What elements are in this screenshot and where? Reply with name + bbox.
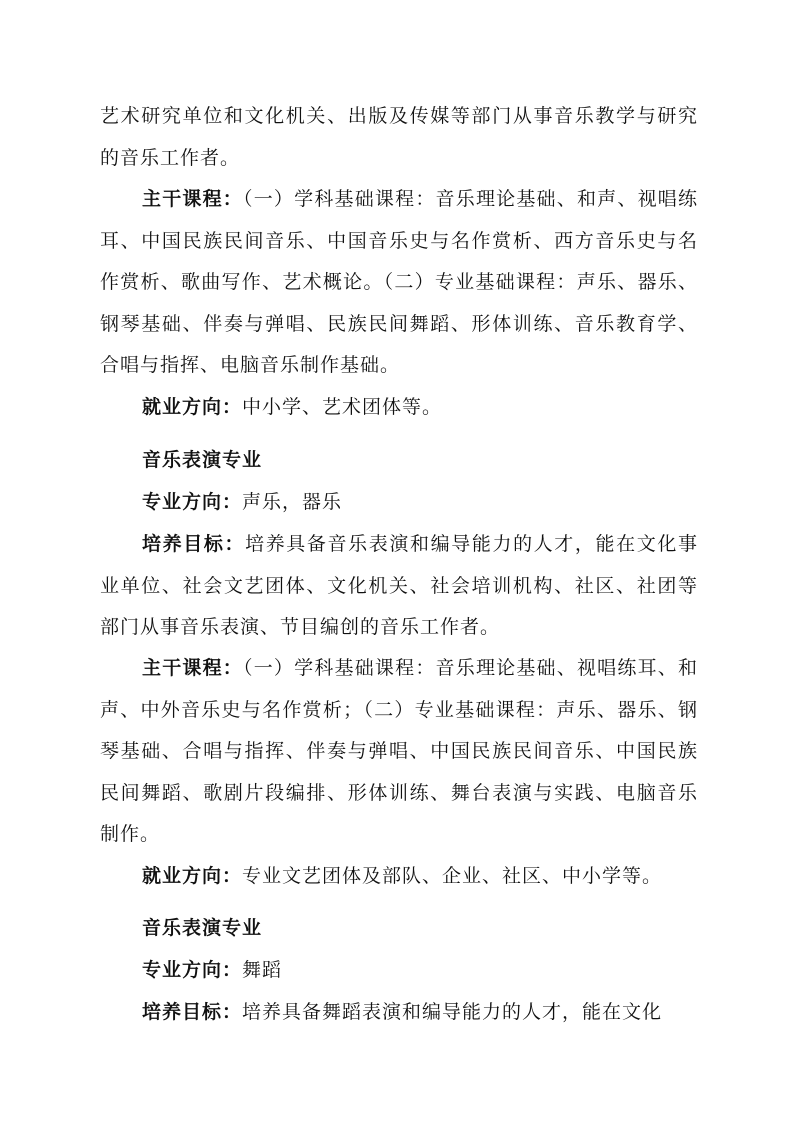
section2-employment-text: 专业文艺团体及部队、企业、社区、中小学等。	[242, 865, 663, 887]
intro-continuation	[100, 96, 698, 179]
section2-direction	[100, 482, 698, 524]
section2-direction-text: 声乐，器乐	[242, 491, 343, 513]
section3-direction-label: 专业方向：	[142, 959, 243, 981]
section2-heading: 音乐表演专业	[142, 449, 263, 471]
section2-goal	[100, 524, 698, 649]
section1-employment-label: 就业方向：	[142, 396, 243, 418]
section2-direction-label: 专业方向：	[142, 491, 243, 513]
section2-goal-text: 培养具备音乐表演和编导能力的人才，能在文化事业单位、社会文艺团体、文化机关、社会培训机构、社区、社团等部门从事音乐表演、节目编创的音乐工作者。	[100, 533, 698, 638]
section2-courses-text: （一）学科基础课程：音乐理论基础、视唱练耳、和声、中外音乐史与名作赏析；（二）专业基础课程：声乐、器乐、钢琴基础、合唱与指挥、伴奏与弹唱、中国民族民间音乐、中国民族民间舞蹈、歌剧片段编排、形体训练、舞台表演与实践、电脑音乐制作。	[100, 657, 698, 845]
section3-direction-text: 舞蹈	[242, 959, 283, 981]
section1-courses	[100, 179, 698, 387]
section2-employment-label: 就业方向：	[142, 865, 243, 887]
section3-goal-label: 培养目标：	[142, 1001, 243, 1023]
section1-employment	[100, 387, 698, 429]
intro-continuation-text: 艺术研究单位和文化机关、出版及传媒等部门从事音乐教学与研究的音乐工作者。	[100, 105, 698, 169]
section3-goal	[100, 992, 698, 1034]
section2-courses-label: 主干课程：	[142, 657, 244, 679]
section3-direction	[100, 950, 698, 992]
section2-employment	[100, 856, 698, 898]
section3-goal-text: 培养具备舞蹈表演和编导能力的人才，能在文化	[242, 1001, 663, 1023]
section1-courses-text: （一）学科基础课程：音乐理论基础、和声、视唱练耳、中国民族民间音乐、中国音乐史与名作赏析、西方音乐史与名作赏析、歌曲写作、艺术概论。（二）专业基础课程：声乐、器乐、钢琴基础、伴奏与弹唱、民族民间舞蹈、形体训练、音乐教育学、合唱与指挥、电脑音乐制作基础。	[100, 188, 698, 376]
section3-heading: 音乐表演专业	[142, 917, 263, 939]
section1-employment-text: 中小学、艺术团体等。	[242, 396, 443, 418]
section2-courses	[100, 648, 698, 856]
section2-goal-label: 培养目标：	[142, 533, 246, 555]
section1-courses-label: 主干课程：	[142, 188, 244, 210]
